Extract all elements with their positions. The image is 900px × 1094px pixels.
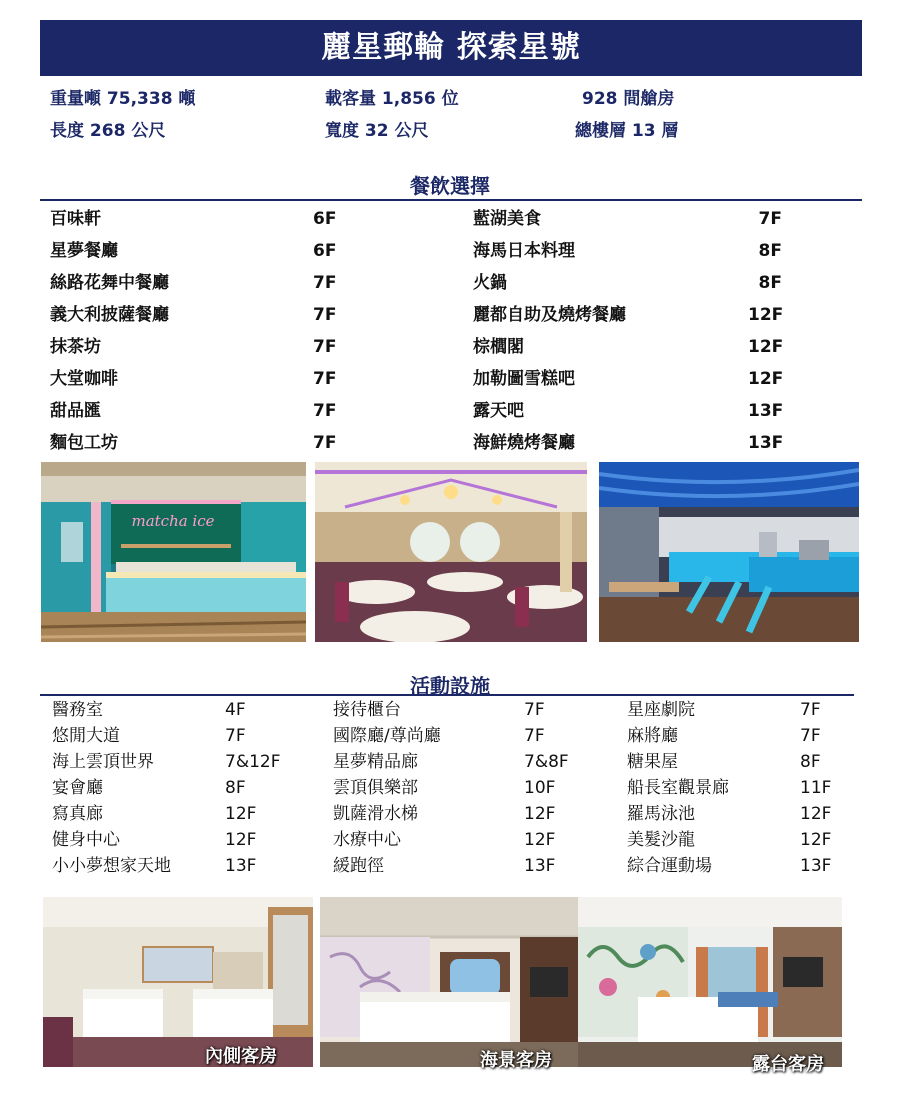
facility-name: 羅馬泳池: [627, 804, 695, 824]
dining-floor: 7F: [313, 337, 337, 357]
facility-name: 國際廳/尊尚廳: [333, 726, 441, 746]
activities-divider: [40, 694, 854, 696]
facility-name: 接待櫃台: [333, 700, 401, 720]
dining-venue: 露天吧: [473, 401, 524, 421]
dining-venue: 海鮮燒烤餐廳: [473, 433, 575, 453]
facility-floor: 13F: [800, 856, 832, 876]
dining-floor: 7F: [313, 433, 337, 453]
facility-floor: 13F: [225, 856, 257, 876]
dining-venue: 義大利披薩餐廳: [50, 305, 169, 325]
facility-name: 綜合運動場: [627, 856, 712, 876]
matcha-ice-neon-sign: matcha ice: [131, 512, 215, 530]
dining-venue: 星夢餐廳: [50, 241, 118, 261]
dining-floor: 6F: [313, 209, 337, 229]
facility-floor: 8F: [800, 752, 821, 772]
facility-floor: 11F: [800, 778, 832, 798]
facility-name: 悠閒大道: [52, 726, 120, 746]
dining-venue: 抹茶坊: [50, 337, 101, 357]
facility-name: 麻將廳: [627, 726, 678, 746]
spec-decks: 總樓層 13 層: [575, 121, 679, 141]
dining-venue: 絲路花舞中餐廳: [50, 273, 169, 293]
facility-name: 醫務室: [52, 700, 103, 720]
facility-name: 船長室觀景廊: [627, 778, 729, 798]
dining-venue: 百味軒: [50, 209, 101, 229]
facility-name: 健身中心: [52, 830, 120, 850]
facility-floor: 12F: [225, 804, 257, 824]
facility-floor: 7F: [800, 726, 821, 746]
facility-floor: 7&12F: [225, 752, 281, 772]
spec-capacity: 載客量 1,856 位: [325, 89, 459, 109]
dining-floor: 12F: [748, 369, 784, 389]
facility-floor: 13F: [524, 856, 556, 876]
facility-floor: 12F: [524, 804, 556, 824]
activities-col3-names: [627, 697, 729, 879]
dining-venue: 大堂咖啡: [50, 369, 118, 389]
dining-left-names: [50, 203, 169, 459]
dining-venue: 加勒圖雪糕吧: [473, 369, 575, 389]
dining-floor: 7F: [758, 209, 782, 229]
dining-floor: 8F: [758, 241, 782, 261]
buffet-photo: [599, 462, 859, 642]
facility-name: 星夢精品廊: [333, 752, 418, 772]
facility-name: 水療中心: [333, 830, 401, 850]
facility-floor: 7F: [524, 700, 545, 720]
facility-name: 小小夢想家天地: [52, 856, 171, 876]
matcha-bar-photo: [41, 462, 306, 642]
facility-floor: 12F: [225, 830, 257, 850]
facility-floor: 4F: [225, 700, 246, 720]
dining-section-title: 餐飲選擇: [410, 174, 490, 198]
activities-col1-names: [52, 697, 171, 879]
dining-venue: 火鍋: [473, 273, 507, 293]
dining-right-floors: [748, 203, 782, 459]
activities-col2-floors: [524, 697, 569, 879]
facility-name: 星座劇院: [627, 700, 695, 720]
facility-floor: 10F: [524, 778, 556, 798]
facility-name: 緩跑徑: [333, 856, 384, 876]
oceanview-cabin-photo: [320, 897, 582, 1067]
dining-floor: 8F: [758, 273, 782, 293]
dining-venue: 棕櫚閣: [473, 337, 524, 357]
dining-venue: 麗都自助及燒烤餐廳: [473, 305, 626, 325]
facility-name: 宴會廳: [52, 778, 103, 798]
balcony-cabin-photo: [578, 897, 842, 1067]
dining-venue: 麵包工坊: [50, 433, 118, 453]
spec-width: 寬度 32 公尺: [325, 121, 429, 141]
dining-venue: 甜品匯: [50, 401, 101, 421]
inside-cabin-caption: 內側客房: [205, 1046, 277, 1067]
dining-floor: 7F: [313, 369, 337, 389]
page-title: 麗星郵輪 探索星號: [40, 20, 862, 76]
facility-floor: 12F: [800, 804, 832, 824]
facility-name: 雲頂俱樂部: [333, 778, 418, 798]
dining-floor: 13F: [748, 401, 784, 421]
dining-floor: 7F: [313, 305, 337, 325]
facility-name: 凱薩滑水梯: [333, 804, 418, 824]
spec-cabins: 928 間艙房: [582, 89, 675, 109]
dining-floor: 7F: [313, 273, 337, 293]
activities-col1-floors: [225, 697, 280, 879]
facility-name: 美髮沙龍: [627, 830, 695, 850]
dining-venue: 海馬日本料理: [473, 241, 575, 261]
dining-room-photo: [315, 462, 587, 642]
facility-floor: 8F: [225, 778, 246, 798]
balcony-cabin-caption: 露台客房: [752, 1054, 824, 1075]
activities-col3-floors: [800, 697, 831, 879]
facility-floor: 7F: [225, 726, 246, 746]
dining-floor: 6F: [313, 241, 337, 261]
dining-floor: 13F: [748, 433, 784, 453]
dining-left-floors: [313, 203, 336, 459]
oceanview-cabin-caption: 海景客房: [480, 1050, 552, 1071]
facility-floor: 7F: [524, 726, 545, 746]
dining-venue: 藍湖美食: [473, 209, 541, 229]
facility-floor: 7F: [800, 700, 821, 720]
dining-floor: 12F: [748, 305, 784, 325]
dining-floor: 7F: [313, 401, 337, 421]
facility-floor: 12F: [524, 830, 556, 850]
spec-tonnage: 重量噸 75,338 噸: [50, 89, 196, 109]
activities-section-title: 活動設施: [410, 674, 490, 698]
facility-name: 糖果屋: [627, 752, 678, 772]
dining-divider: [40, 199, 862, 201]
facility-floor: 12F: [800, 830, 832, 850]
facility-floor: 7&8F: [524, 752, 569, 772]
dining-floor: 12F: [748, 337, 784, 357]
dining-right-names: [473, 203, 626, 459]
facility-name: 海上雲頂世界: [52, 752, 154, 772]
facility-name: 寫真廊: [52, 804, 103, 824]
activities-col2-names: [333, 697, 441, 879]
spec-length: 長度 268 公尺: [50, 121, 166, 141]
